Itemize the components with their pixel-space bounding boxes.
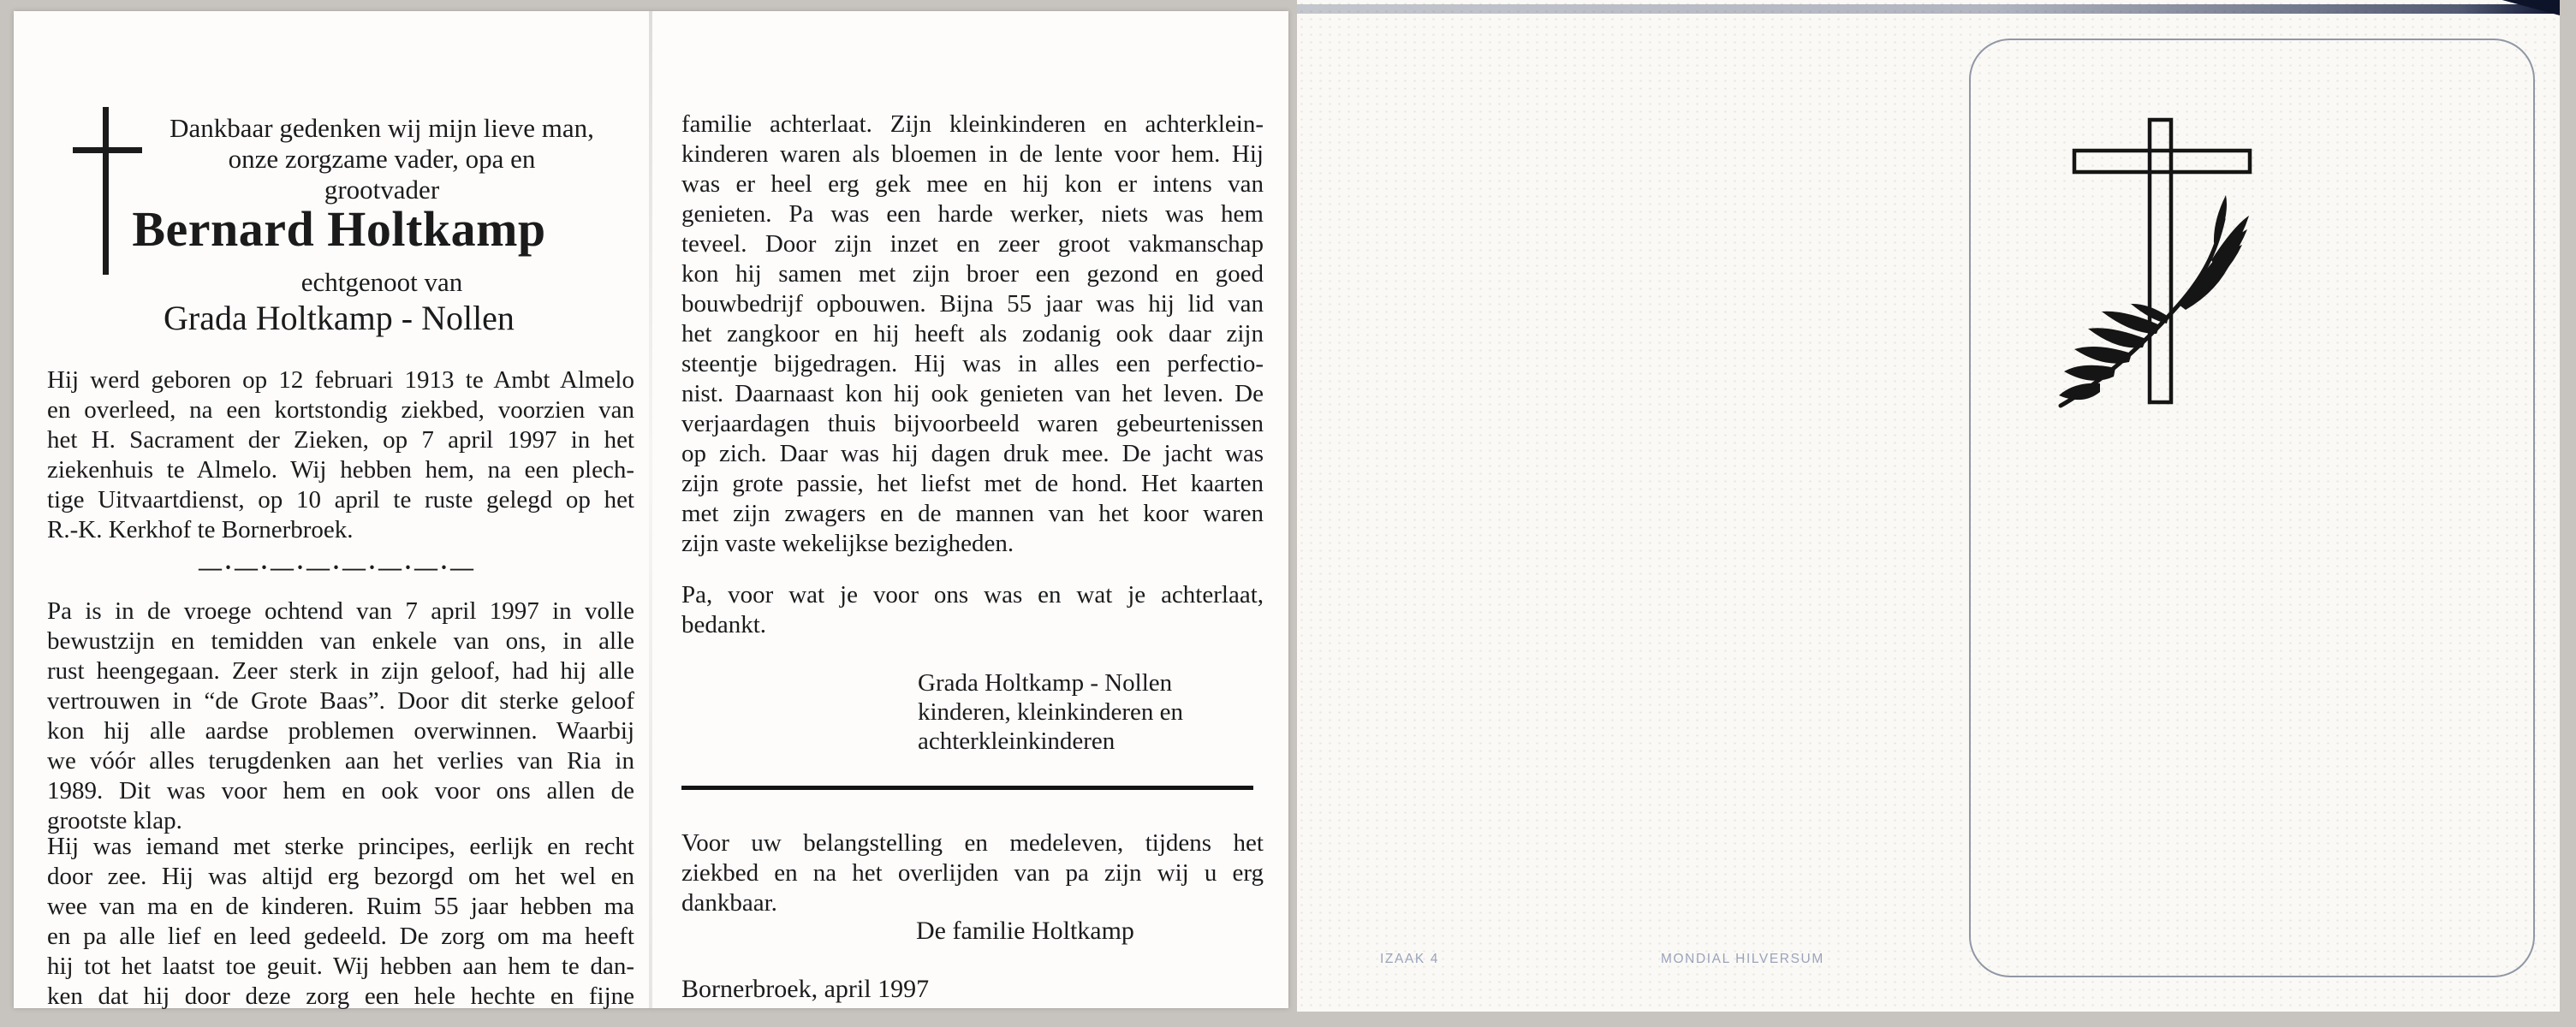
text-line: teveel. Door zijn inzet en zeer groot vakmanschap (681, 230, 1264, 258)
text-line: met zijn zwagers en de mannen van het koor waren (681, 500, 1264, 527)
text-line: Pa is in de vroege ochtend van 7 april 1997 in volle (47, 597, 634, 625)
text-line: we vóór alles terugdenken aan het verlies van Ria in (47, 747, 634, 775)
text-line: 1989. Dit was voor hem en ook voor ons allen de (47, 777, 634, 804)
deceased-name: Bernard Holtkamp (132, 201, 546, 257)
text-line: tige Uitvaartdienst, op 10 april te ruste gelegd op het (47, 486, 634, 514)
text-line: op zich. Daar was hij dagen druk mee. De jacht was (681, 440, 1264, 467)
text-line: het zangkoor en hij heeft als zodanig ook daar zijn (681, 320, 1264, 347)
spouse-label: echtgenoot van (300, 267, 463, 297)
text-line: zijn vaste wekelijkse bezigheden. (681, 530, 1014, 557)
text-line: genieten. Pa was een harde werker, niets was hem (681, 200, 1264, 228)
text-line: Hij werd geboren op 12 februari 1913 te Ambt Almelo (47, 366, 634, 394)
text-line: Pa, voor wat je voor ons was en wat je achterlaat, (681, 581, 1264, 608)
cross-and-palm-icon (2050, 101, 2264, 418)
text-line: kinderen, kleinkinderen en (918, 698, 1184, 726)
text-line: vertrouwen in “de Grote Baas”. Door dit sterke geloof (47, 687, 634, 715)
paragraph-family-life (681, 110, 1264, 559)
text-line: ziekbed en na het overlijden van pa zijn wij u erg (681, 859, 1264, 887)
text-line: familie achterlaat. Zijn kleinkinderen en achterklein- (681, 110, 1264, 138)
text-line: en overleed, na een kortstondig ziekbed, voorzien van (47, 396, 634, 424)
spouse-name: Grada Holtkamp - Nollen (164, 299, 515, 337)
text-line: bouwbedrijf opbouwen. Bijna 55 jaar was hij lid van (681, 290, 1264, 318)
text-line: grootste klap. (47, 807, 182, 834)
text-line: ken dat hij door deze zorg een hele hechte en fijne (47, 982, 634, 1010)
text-line: Hij was iemand met sterke principes, eerlijk en recht (47, 833, 634, 860)
text-line: hij tot het laatst toe geuit. Wij hebben aan hem te dan- (47, 953, 634, 980)
place-and-date: Bornerbroek, april 1997 (681, 975, 930, 1003)
paragraph-thanks-pa (681, 580, 1264, 640)
printer-name: MONDIAL HILVERSUM (1661, 952, 1824, 966)
intro-lines (134, 113, 630, 205)
text-line: Grada Holtkamp - Nollen (918, 669, 1173, 697)
text-line: steentje bijgedragen. Hij was in alles een perfectio- (681, 350, 1264, 377)
text-line: onze zorgzame vader, opa en (228, 144, 536, 174)
fold-crease (649, 11, 652, 1008)
text-line: kinderen waren als bloemen in de lente voor hem. Hij (681, 140, 1264, 168)
card-cover-page (1297, 0, 2560, 1012)
text-line: kon hij alle aardse problemen overwinnen. Waarbij (47, 717, 634, 745)
text-line: verjaardagen thuis bijvoorbeeld waren gebeurtenissen (681, 410, 1264, 437)
text-line: nist. Daarnaast kon hij ook genieten van het leven. De (681, 380, 1264, 407)
text-line: het H. Sacrament der Zieken, op 7 april 1997 in het (47, 426, 634, 454)
text-line: achterkleinkinderen (918, 727, 1115, 755)
horizontal-rule (681, 786, 1253, 790)
text-line: Voor uw belangstelling en medeleven, tijdens het (681, 829, 1264, 857)
text-line: Dankbaar gedenken wij mijn lieve man, (170, 113, 594, 143)
paragraph-character (47, 832, 634, 1012)
text-line: rust heengegaan. Zeer sterk in zijn geloof, had hij alle (47, 657, 634, 685)
text-line: zijn grote passie, het liefst met de hond. Het kaarten (681, 470, 1264, 497)
text-line: wee van ma en de kinderen. Ruim 55 jaar hebben ma (47, 893, 634, 920)
card-inside-pages (14, 11, 1288, 1008)
text-line: dankbaar. (681, 889, 777, 917)
signature-block (918, 668, 1183, 756)
text-line: R.-K. Kerkhof te Bornerbroek. (47, 516, 354, 543)
text-line: bewustzijn en temidden van enkele van ons, in alle (47, 627, 634, 655)
printer-code: IZAAK 4 (1380, 952, 1439, 966)
text-line: kon hij samen met zijn broer een gezond en goed (681, 260, 1264, 288)
family-signature: De familie Holtkamp (916, 917, 1134, 945)
text-line: door zee. Hij was altijd erg bezorgd om het wel en (47, 863, 634, 890)
text-line: grootvader (324, 175, 440, 205)
text-line: was er heel erg gek mee en hij kon er intens van (681, 170, 1264, 198)
scanner-edge-artifact (1297, 4, 2560, 14)
paragraph-passing (47, 597, 634, 836)
dash-dot-divider: —·—·—·—·—·—·—·— (199, 555, 477, 580)
paragraph-acknowledgement (681, 828, 1264, 918)
paragraph-birth-death (47, 365, 634, 545)
text-line: ziekenhuis te Almelo. Wij hebben hem, na een plech- (47, 456, 634, 484)
text-line: bedankt. (681, 611, 767, 638)
text-line: en pa alle lief en leed gedeeld. De zorg om ma heeft (47, 923, 634, 950)
cross-horizontal-bar (73, 147, 142, 153)
